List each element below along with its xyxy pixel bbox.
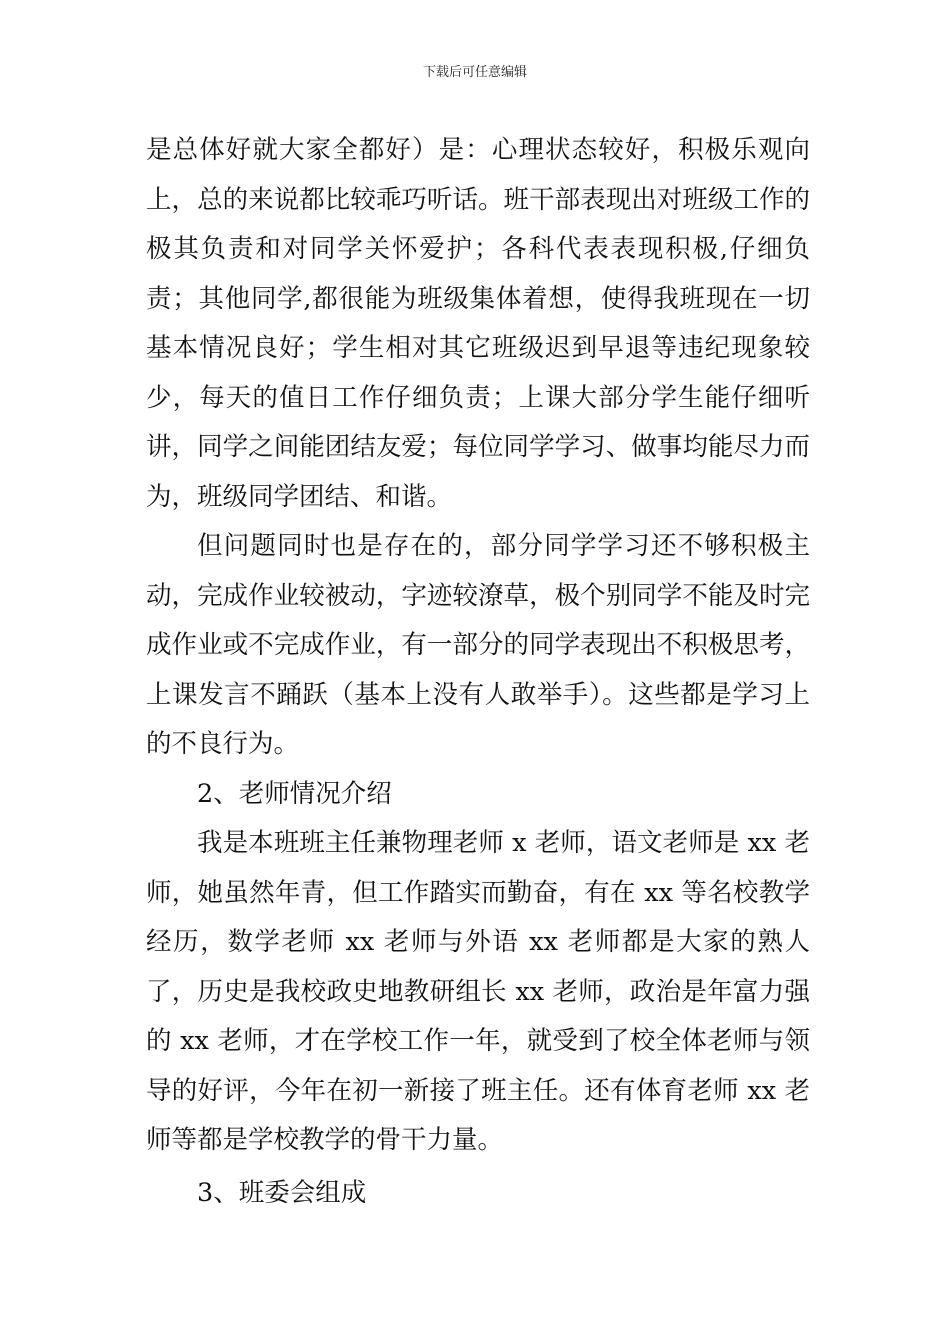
- section-heading-teachers: 2、老师情况介绍: [197, 778, 392, 809]
- section-heading-class-committee: 3、班委会组成: [197, 1177, 367, 1208]
- paragraph-class-overview: 是总体好就大家全都好）是：心理状态较好，积极乐观向上，总的来说都比较乖巧听话。班干部表现出对班级工作的极其负责和对同学关怀爱护；各科代表表现积极,仔细负责；其他同学,都很能为班级集体着想，使得我班现在一切基本情况良好；学生相对其它班级迟到早退等违纪现象较少，每天的值日工作仔细负责；上课大部分学生能仔细听讲，同学之间能团结友爱；每位同学学习、做事均能尽力而为，班级同学团结、和谐。: [146, 135, 810, 512]
- page-header-note: 下载后可任意编辑: [422, 65, 527, 80]
- paragraph-teachers-intro: 我是本班班主任兼物理老师 x 老师，语文老师是 xx 老师，她虽然年青，但工作踏实而勤奋，有在 xx 等名校教学经历，数学老师 xx 老师与外语 xx 老师都是大家的熟人了，历史是我校政史地教研组长 xx 老师，政治是年富力强的 xx 老师，才在学校工作一年，就受到了校全体老师与领导的好评，今年在初一新接了班主任。还有体育老师 xx 老师等都是学校教学的骨干力量。: [146, 828, 810, 1155]
- paragraph-class-problems: 但问题同时也是存在的，部分同学学习还不够积极主动，完成作业较被动，字迹较潦草，极个别同学不能及时完成作业或不完成作业，有一部分的同学表现出不积极思考，上课发言不踊跃（基本上没有人敢举手）。这些都是学习上的不良行为。: [146, 531, 810, 759]
- document-body: [146, 126, 810, 1218]
